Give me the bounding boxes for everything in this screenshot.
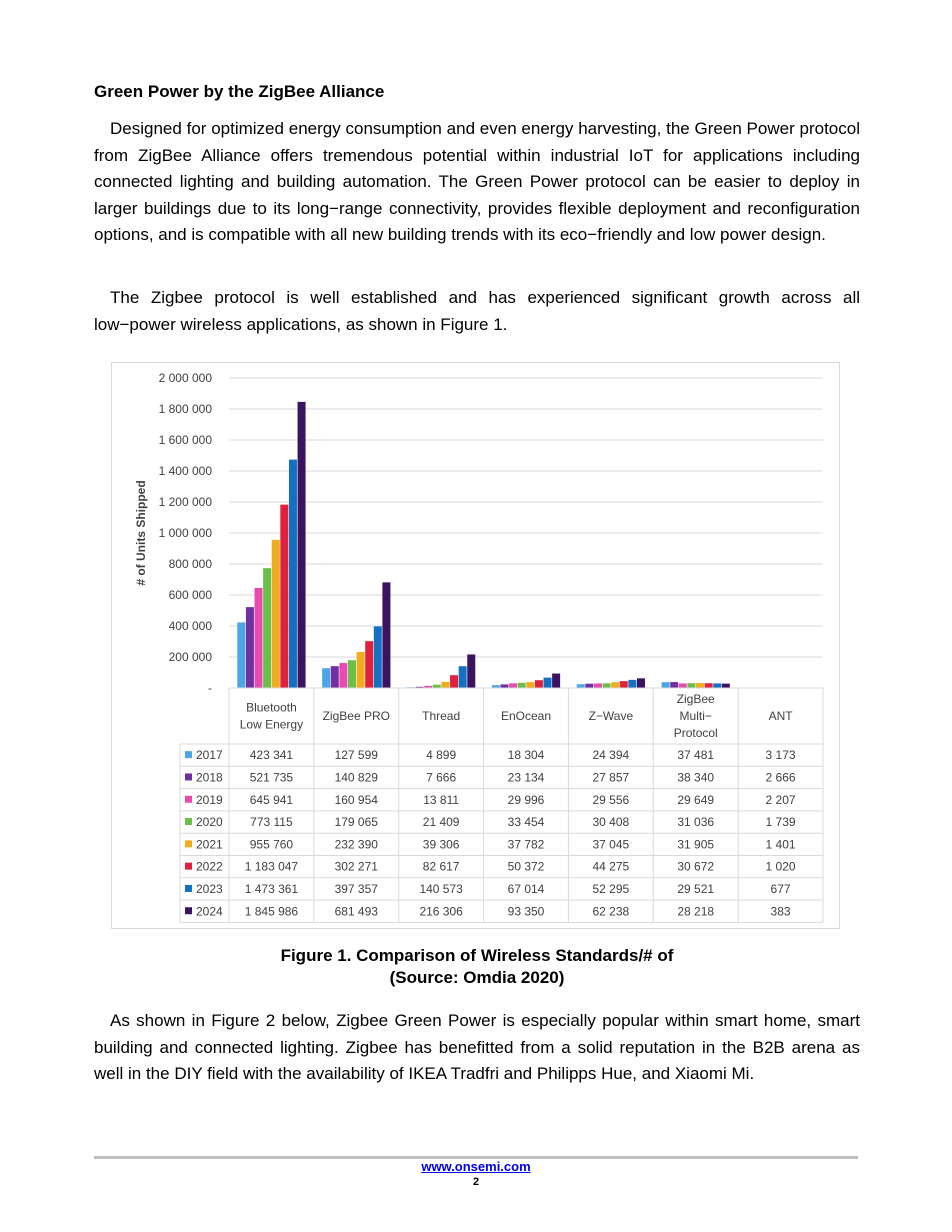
category-label: Bluetooth <box>246 700 297 715</box>
bar-2024-1 <box>382 582 390 688</box>
legend-label: 2017 <box>196 748 223 763</box>
bar-2018-5 <box>670 682 678 688</box>
data-label: 13 811 <box>423 792 460 807</box>
data-label: 1 020 <box>765 859 796 874</box>
bar-2019-3 <box>509 683 517 688</box>
bar-2022-4 <box>620 681 628 688</box>
data-label: 1 473 361 <box>244 881 299 896</box>
data-label: 29 521 <box>677 881 715 896</box>
y-tick-label: 2 000 000 <box>158 371 212 385</box>
bar-2021-3 <box>526 682 534 688</box>
bar-2019-0 <box>255 588 263 688</box>
legend-label: 2021 <box>196 837 223 852</box>
data-label: 140 573 <box>419 881 463 896</box>
figure-source: (Source: Omdia 2020) <box>389 968 565 987</box>
category-label: ZigBee PRO <box>322 709 390 723</box>
data-label: 423 341 <box>249 748 294 763</box>
legend-key-2023 <box>185 885 192 892</box>
data-label: 33 454 <box>507 815 545 830</box>
page-number: 2 <box>472 1176 480 1188</box>
footer-link[interactable]: www.onsemi.com <box>421 1159 531 1174</box>
data-label: 232 390 <box>334 837 378 852</box>
data-label: 645 941 <box>249 792 294 807</box>
y-tick-label: 1 000 000 <box>158 526 212 540</box>
data-label: 30 408 <box>592 815 630 830</box>
bar-2020-5 <box>687 683 695 688</box>
y-tick-label: 600 000 <box>168 588 212 602</box>
bar-2024-2 <box>467 654 475 688</box>
data-label: 18 304 <box>507 748 545 763</box>
data-label: 23 134 <box>507 770 545 785</box>
data-label: 30 672 <box>677 859 715 874</box>
legend-key-2017 <box>185 751 192 758</box>
data-label: 27 857 <box>592 770 630 785</box>
bar-2022-0 <box>280 505 288 688</box>
chart-svg <box>112 363 839 928</box>
legend-key-2024 <box>185 907 192 914</box>
data-label: 50 372 <box>507 859 545 874</box>
bar-2023-1 <box>374 626 382 688</box>
legend-key-2022 <box>185 863 192 870</box>
bar-2017-0 <box>237 622 245 688</box>
legend-label: 2022 <box>196 859 223 874</box>
category-label: EnOcean <box>500 709 552 723</box>
category-label: Z−Wave <box>588 709 634 723</box>
bar-2019-5 <box>679 683 687 688</box>
bar-2020-1 <box>348 660 356 688</box>
data-label: 3 173 <box>765 748 796 763</box>
bar-2018-1 <box>331 666 339 688</box>
paragraph-zigbee-growth: The Zigbee protocol is well established and has experienced significant growth across all low−power wireless applications, as shown in Figure 1. <box>94 288 860 334</box>
legend-key-2021 <box>185 840 192 847</box>
bar-2019-1 <box>339 663 347 688</box>
data-label: 160 954 <box>334 792 378 807</box>
data-label: 93 350 <box>507 904 545 919</box>
bar-2023-0 <box>289 460 297 688</box>
data-label: 21 409 <box>422 815 460 830</box>
data-label: 302 271 <box>334 859 378 874</box>
bar-2021-1 <box>357 652 365 688</box>
legend-key-2018 <box>185 773 192 780</box>
data-label: 29 556 <box>592 792 630 807</box>
legend-label: 2024 <box>196 904 223 919</box>
data-label: 39 306 <box>422 837 460 852</box>
legend-label: 2023 <box>196 881 223 896</box>
data-label: 127 599 <box>334 748 378 763</box>
data-label: 4 899 <box>426 748 457 763</box>
paragraph-figure-2: As shown in Figure 2 below, Zigbee Green Power is especially popular within smart home, smart building and connected lighting. Zigbee has benefitted from a solid reputation in the B2B arena as well in the DIY field with the availability of IKEA Tradfri and Philipps Hue, and Xiaomi Mi. <box>94 1011 860 1084</box>
bar-2022-1 <box>365 641 373 688</box>
bar-2017-5 <box>662 682 670 688</box>
data-label: 37 481 <box>677 748 715 763</box>
data-label: 1 845 986 <box>244 904 299 919</box>
data-label: 52 295 <box>592 881 630 896</box>
data-label: 67 014 <box>507 881 545 896</box>
data-label: 82 617 <box>422 859 460 874</box>
data-label: 677 <box>770 881 791 896</box>
bar-2024-3 <box>552 674 560 688</box>
bar-2020-0 <box>263 568 271 688</box>
bar-2024-5 <box>722 684 730 688</box>
bar-2024-0 <box>298 402 306 688</box>
bar-2021-5 <box>696 683 704 688</box>
category-label: ANT <box>768 709 793 723</box>
y-axis-label: # of Units Shipped <box>134 480 148 586</box>
data-label: 383 <box>770 904 791 919</box>
bar-2018-0 <box>246 607 254 688</box>
y-tick-label: 1 400 000 <box>158 464 212 478</box>
data-label: 7 666 <box>426 770 457 785</box>
bar-2022-3 <box>535 680 543 688</box>
bar-2020-3 <box>518 683 526 688</box>
data-label: 1 401 <box>765 837 796 852</box>
bar-2023-2 <box>459 666 467 688</box>
bar-2021-4 <box>611 682 619 688</box>
data-label: 397 357 <box>334 881 378 896</box>
data-label: 179 065 <box>334 815 378 830</box>
data-label: 1 183 047 <box>244 859 299 874</box>
bar-2023-4 <box>628 680 636 688</box>
bar-2019-4 <box>594 683 602 688</box>
data-label: 38 340 <box>677 770 715 785</box>
bar-2021-2 <box>441 682 449 688</box>
data-label: 773 115 <box>250 815 293 830</box>
data-label: 31 036 <box>677 815 715 830</box>
data-label: 140 829 <box>334 770 378 785</box>
paragraph-green-power: Designed for optimized energy consumption and even energy harvesting, the Green Power protocol from ZigBee Alliance offers tremendous potential within industrial IoT for applications including connected lighting and building automation. The Green Power protocol can be easier to deploy in larger buildings due to its long−range connectivity, provides flexible deployment and reconfiguration options, and is compatible with all new building trends with its eco−friendly and low power design. <box>94 119 860 245</box>
y-tick-label: 1 200 000 <box>158 495 212 509</box>
bar-2024-4 <box>637 678 645 688</box>
data-label: 62 238 <box>592 904 630 919</box>
y-tick-label: 1 800 000 <box>158 402 212 416</box>
data-label: 24 394 <box>592 748 630 763</box>
y-tick-label: 800 000 <box>168 557 212 571</box>
data-label: 44 275 <box>592 859 630 874</box>
bar-2022-5 <box>705 683 713 688</box>
data-label: 2 666 <box>765 770 796 785</box>
data-label: 955 760 <box>249 837 294 852</box>
bar-2018-4 <box>585 684 593 688</box>
data-label: 1 739 <box>765 815 796 830</box>
bar-2023-5 <box>713 683 721 688</box>
data-label: 37 782 <box>507 837 545 852</box>
data-label: 681 493 <box>334 904 378 919</box>
bar-2017-1 <box>322 668 330 688</box>
legend-label: 2018 <box>196 770 223 785</box>
data-label: 521 735 <box>249 770 294 785</box>
section-heading: Green Power by the ZigBee Alliance <box>94 82 385 101</box>
figure-caption: Figure 1. Comparison of Wireless Standards/# of <box>280 946 674 965</box>
bar-2017-4 <box>577 684 585 688</box>
data-label: 28 218 <box>677 904 715 919</box>
legend-key-2019 <box>185 796 192 803</box>
y-tick-label: - <box>208 681 212 695</box>
bar-2018-3 <box>500 684 508 688</box>
legend-label: 2019 <box>196 792 223 807</box>
bar-2021-0 <box>272 540 280 688</box>
data-label: 29 649 <box>677 792 715 807</box>
category-label: Protocol <box>673 726 718 740</box>
bar-2022-2 <box>450 675 458 688</box>
data-label: 31 905 <box>677 837 715 852</box>
data-label: 2 207 <box>765 792 796 807</box>
bar-2023-3 <box>544 678 552 688</box>
figure-1-chart <box>111 362 840 929</box>
legend-label: 2020 <box>196 815 223 830</box>
category-label: Multi− <box>679 709 712 723</box>
data-label: 216 306 <box>419 904 463 919</box>
y-tick-label: 400 000 <box>168 619 212 633</box>
data-label: 37 045 <box>592 837 630 852</box>
category-label: Low Energy <box>239 717 304 732</box>
data-label: 29 996 <box>507 792 545 807</box>
bar-2020-4 <box>603 683 611 688</box>
y-tick-label: 200 000 <box>168 650 212 664</box>
legend-key-2020 <box>185 818 192 825</box>
category-label: ZigBee <box>676 692 715 706</box>
y-tick-label: 1 600 000 <box>158 433 212 447</box>
category-label: Thread <box>422 709 461 723</box>
